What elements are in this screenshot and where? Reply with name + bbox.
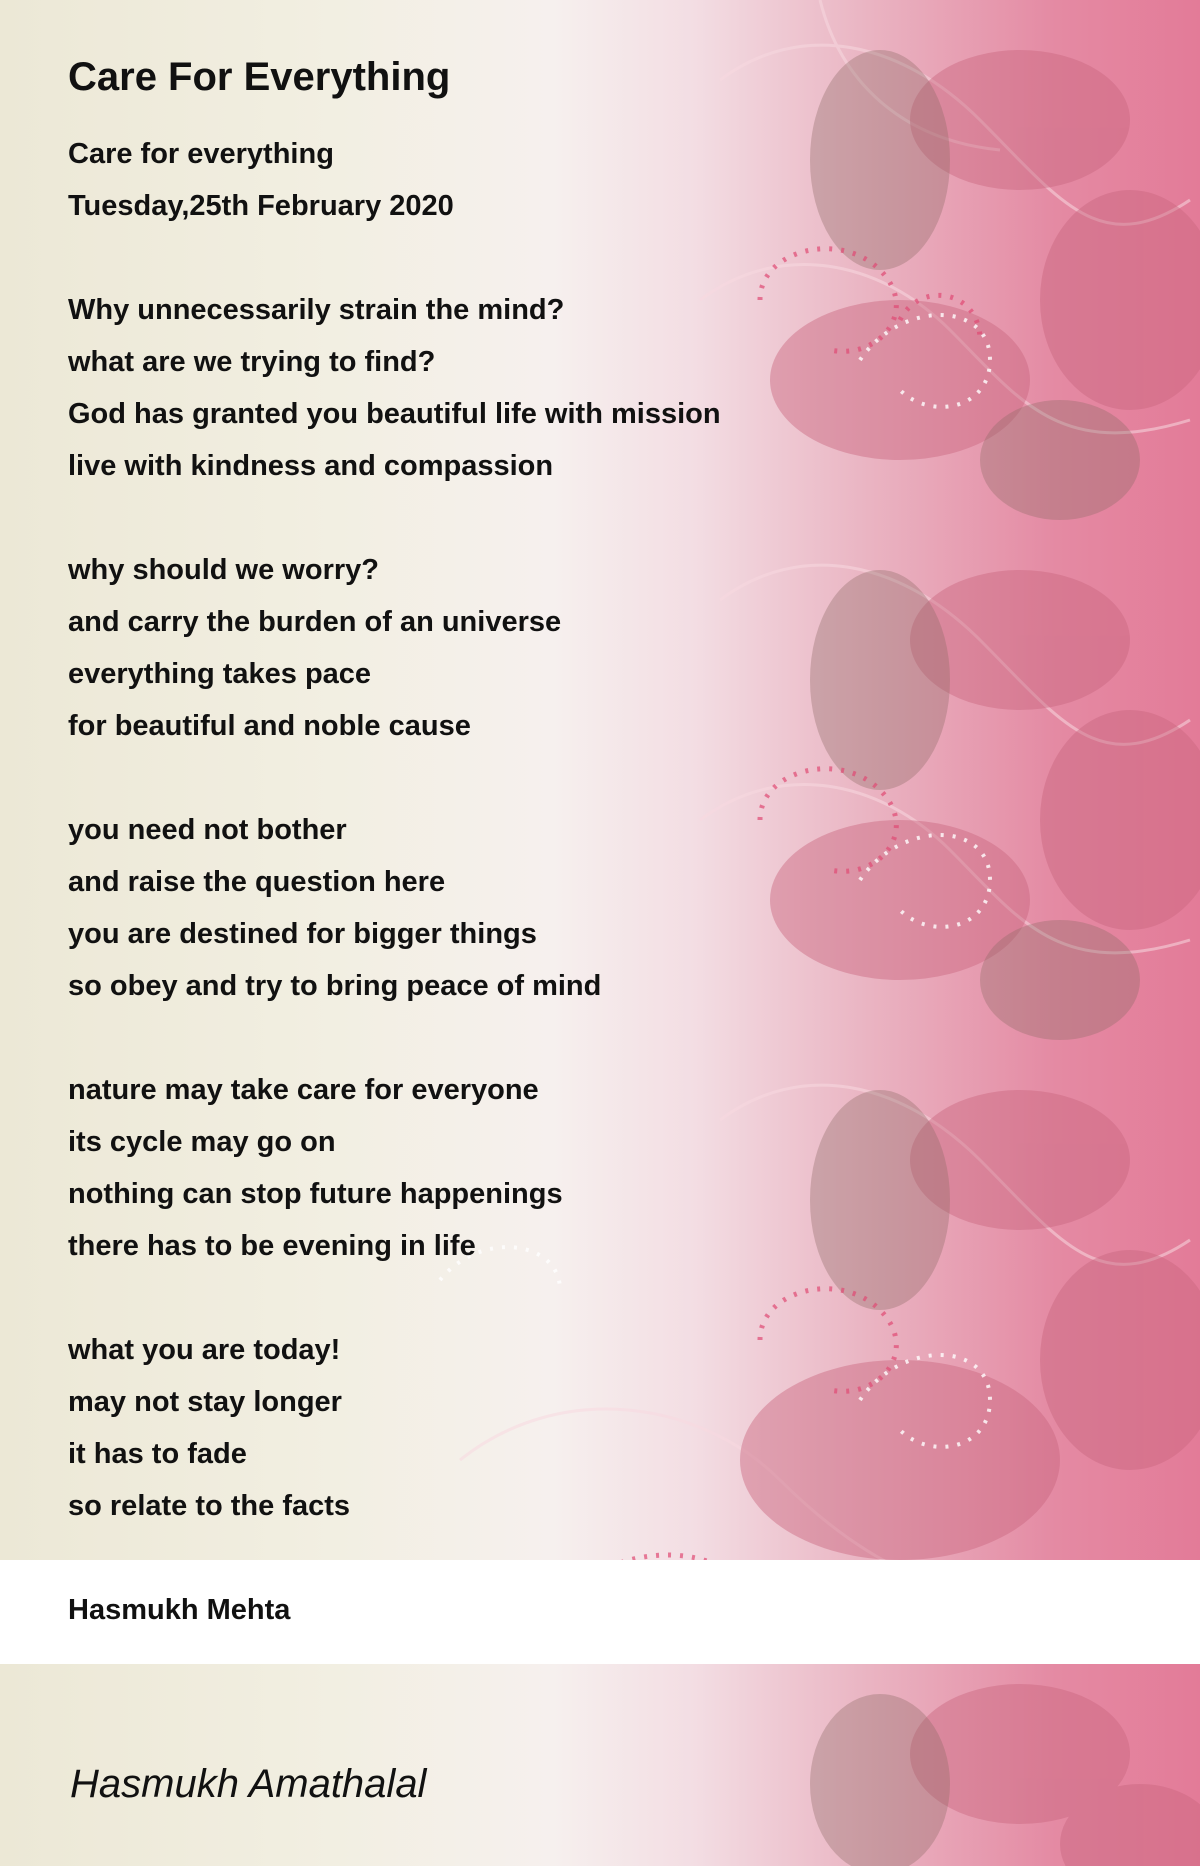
- stanza: [68, 284, 828, 492]
- poem-line: nothing can stop future happenings: [68, 1178, 563, 1210]
- poem-line: everything takes pace: [68, 658, 372, 690]
- poem-line: Why unnecessarily strain the mind?: [68, 294, 565, 326]
- poem-date: Tuesday,25th February 2020: [68, 190, 454, 222]
- poem-author: Hasmukh Mehta: [68, 1594, 291, 1626]
- poem-line: there has to be evening in life: [68, 1230, 476, 1262]
- stanza: [68, 804, 828, 1012]
- poem-line: so obey and try to bring peace of mind: [68, 970, 602, 1002]
- poem-line: for beautiful and noble cause: [68, 710, 471, 742]
- poem-line: may not stay longer: [68, 1386, 342, 1418]
- poem-line: live with kindness and compassion: [68, 450, 554, 482]
- poem-line: you are destined for bigger things: [68, 918, 537, 950]
- poem-line: and raise the question here: [68, 866, 446, 898]
- poem-line: what are we trying to find?: [68, 346, 436, 378]
- poem-line: its cycle may go on: [68, 1126, 336, 1158]
- poem-line: it has to fade: [68, 1438, 247, 1470]
- author-signature: Hasmukh Amathalal: [70, 1762, 427, 1806]
- poem-line: so relate to the facts: [68, 1490, 351, 1522]
- poem-line: nature may take care for everyone: [68, 1074, 539, 1106]
- poem-line: God has granted you beautiful life with mission: [68, 398, 721, 430]
- poem-line: and carry the burden of an universe: [68, 606, 562, 638]
- poem-line: Care for everything: [68, 138, 334, 170]
- poem-line: what you are today!: [68, 1334, 341, 1366]
- stanza: [68, 1064, 828, 1272]
- stanza: [68, 1324, 828, 1532]
- poem-title: Care For Everything: [68, 55, 451, 99]
- stanza: [68, 544, 828, 752]
- poem-line: why should we worry?: [68, 554, 379, 586]
- poem-container: [68, 50, 828, 1636]
- poem-line: you need not bother: [68, 814, 347, 846]
- stanza: [68, 128, 828, 232]
